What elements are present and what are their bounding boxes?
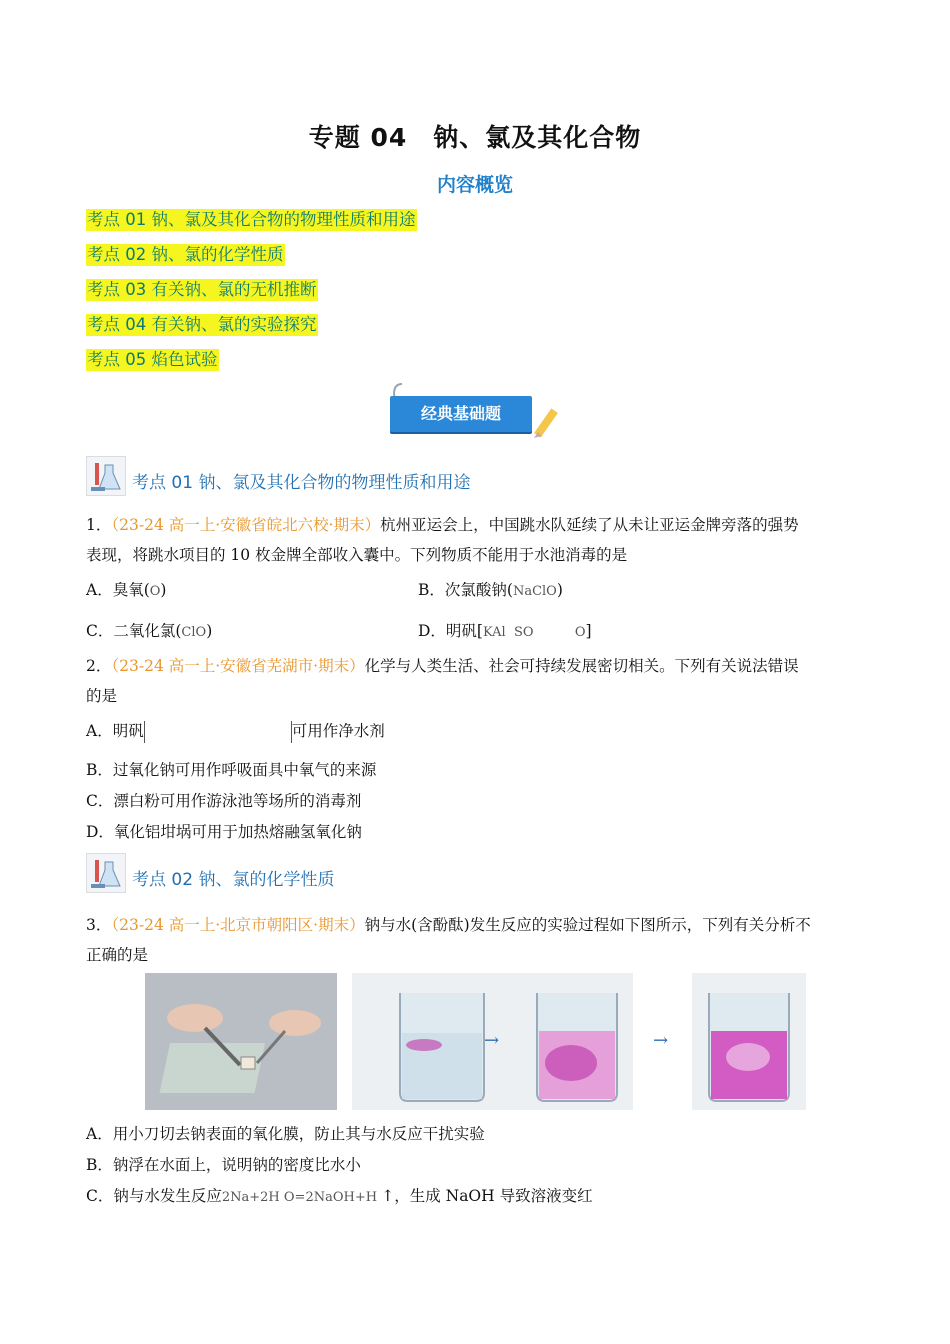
option-1c[interactable]: C．二氧化氯(ClO) <box>86 622 213 640</box>
arrow-icon: → <box>484 1030 500 1051</box>
toc-item-3[interactable]: 考点 03 有关钠、氯的无机推断 <box>87 280 317 299</box>
beaker-photo-3 <box>692 973 806 1110</box>
beaker-photo-1 <box>352 973 534 1110</box>
toc-item-5[interactable]: 考点 05 焰色试验 <box>87 350 218 369</box>
option-3b[interactable]: B．钠浮在水面上，说明钠的密度比水小 <box>86 1156 361 1174</box>
option-2a[interactable]: A．明矾 可用作净水剂 <box>86 719 385 743</box>
toc-item-4[interactable]: 考点 04 有关钠、氯的实验探究 <box>87 315 317 334</box>
option-1b[interactable]: B．次氯酸钠(NaClO) <box>418 581 563 599</box>
option-3c[interactable]: C．钠与水发生反应2Na+2H O=2NaOH+H ↑，生成 NaOH 导致溶液变红 <box>86 1187 593 1205</box>
beaker-photo-2 <box>521 973 633 1110</box>
option-1a[interactable]: A．臭氧(O) <box>86 581 167 599</box>
option-1d[interactable]: D．明矾[KAl SO O] <box>418 622 592 640</box>
section-heading-2: 考点 02 钠、氯的化学性质 <box>132 870 335 890</box>
option-3a[interactable]: A．用小刀切去钠表面的氧化膜，防止其与水反应干扰实验 <box>86 1125 485 1143</box>
arrow-icon: → <box>653 1030 669 1051</box>
question-source: （23-24 高一上·安徽省芜湖市·期末） <box>111 657 365 675</box>
option-2d[interactable]: D．氧化铝坩埚可用于加热熔融氢氧化钠 <box>86 823 362 841</box>
question-source: （23-24 高一上·北京市朝阳区·期末） <box>111 916 365 934</box>
formula-placeholder <box>144 721 292 743</box>
question-1: 1．（23-24 高一上·安徽省皖北六校·期末）杭州亚运会上，中国跳水队延续了从未让亚运金牌旁落的强势 表现，将跳水项目的 10 枚金牌全部收入囊中。下列物质不能用于水池消毒的是 <box>86 516 799 564</box>
section-heading-1: 考点 01 钠、氯及其化合物的物理性质和用途 <box>132 473 471 493</box>
badge-classic-basic: 经典基础题 <box>390 396 532 432</box>
question-3: 3．（23-24 高一上·北京市朝阳区·期末）钠与水(含酚酞)发生反应的实验过程如下图所示，下列有关分析不 正确的是 <box>86 916 811 964</box>
page-subtitle: 内容概览 <box>436 174 513 196</box>
option-2c[interactable]: C．漂白粉可用作游泳池等场所的消毒剂 <box>86 792 362 810</box>
flask-icon <box>86 853 126 893</box>
toc-item-1[interactable]: 考点 01 钠、氯及其化合物的物理性质和用途 <box>87 210 416 229</box>
toc-item-2[interactable]: 考点 02 钠、氯的化学性质 <box>87 245 284 264</box>
sodium-cutting-photo <box>145 973 337 1110</box>
question-source: （23-24 高一上·安徽省皖北六校·期末） <box>111 516 381 534</box>
question-2: 2．（23-24 高一上·安徽省芜湖市·期末）化学与人类生活、社会可持续发展密切相关。下列有关说法错误 的是 <box>86 657 799 705</box>
option-2b[interactable]: B．过氧化钠可用作呼吸面具中氧气的来源 <box>86 761 377 779</box>
flask-icon <box>86 456 126 496</box>
page-title: 专题 04 钠、氯及其化合物 <box>308 123 642 152</box>
